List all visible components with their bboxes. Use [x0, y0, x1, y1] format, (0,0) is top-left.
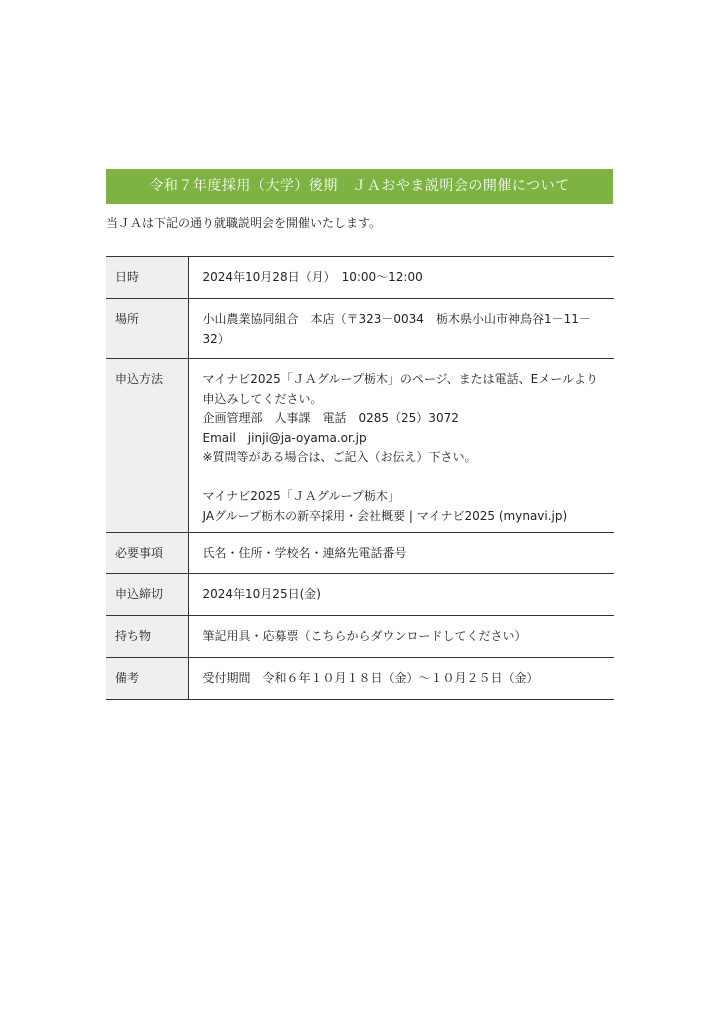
- row-value-remarks: [188, 658, 614, 700]
- table-row-requirements: [106, 533, 614, 574]
- row-value-belongings: [188, 616, 614, 658]
- email-contact[interactable]: Email jinji@ja-oyama.or.jp: [202, 430, 367, 445]
- remarks-text: 受付期間 令和６年１０月１８日（金）～１０月２５日（金）: [202, 671, 539, 685]
- spacer: [203, 468, 609, 488]
- row-label-remarks: 備考: [106, 658, 188, 700]
- requirements-text: 氏名・住所・学校名・連絡先電話番号: [202, 546, 407, 560]
- mynavi-link[interactable]: JAグループ栃木の新卒採用・会社概要 | マイナビ2025 (mynavi.jp): [202, 508, 568, 523]
- table-row-venue: [106, 299, 614, 359]
- row-label-datetime: 日時: [106, 257, 188, 299]
- belongings-text[interactable]: 筆記用具・応募票（こちらからダウンロードしてください）: [202, 629, 527, 643]
- info-table: [106, 256, 614, 700]
- row-value-venue: [188, 299, 614, 359]
- row-label-requirements: 必要事項: [106, 533, 188, 574]
- row-value-requirements: [188, 533, 614, 574]
- row-value-application: [188, 359, 614, 533]
- table-row-application: [106, 359, 614, 533]
- table-row-belongings: [106, 616, 614, 658]
- mynavi-heading: マイナビ2025「ＪＡグループ栃木」: [202, 489, 400, 503]
- application-instructions: マイナビ2025「ＪＡグループ栃木」のページ、または電話、Eメールより申込みしてください。: [202, 372, 598, 406]
- row-label-deadline: 申込締切: [106, 574, 188, 616]
- row-label-venue: 場所: [106, 299, 188, 359]
- row-value-datetime: [188, 257, 614, 299]
- table-row-deadline: [106, 574, 614, 616]
- row-value-deadline: [188, 574, 614, 616]
- datetime-text: 2024年10月28日（月） 10:00～12:00: [202, 270, 423, 284]
- intro-text: 当ＪＡは下記の通り就職説明会を開催いたします。: [106, 216, 382, 230]
- deadline-text: 2024年10月25日(金): [202, 587, 321, 601]
- page-title: 令和７年度採用（大学）後期 ＪＡおやま説明会の開催について: [106, 169, 613, 204]
- row-label-application: 申込方法: [106, 359, 188, 533]
- venue-text: 小山農業協同組合 本店（〒323－0034 栃木県小山市神鳥谷1－11－32）: [202, 312, 591, 346]
- table-row-datetime: [106, 257, 614, 299]
- row-label-belongings: 持ち物: [106, 616, 188, 658]
- table-row-remarks: [106, 658, 614, 700]
- question-note: ※質問等がある場合は、ご記入（お伝え）下さい。: [202, 450, 477, 464]
- phone-contact: 企画管理部 人事課 電話 0285（25）3072: [202, 411, 459, 425]
